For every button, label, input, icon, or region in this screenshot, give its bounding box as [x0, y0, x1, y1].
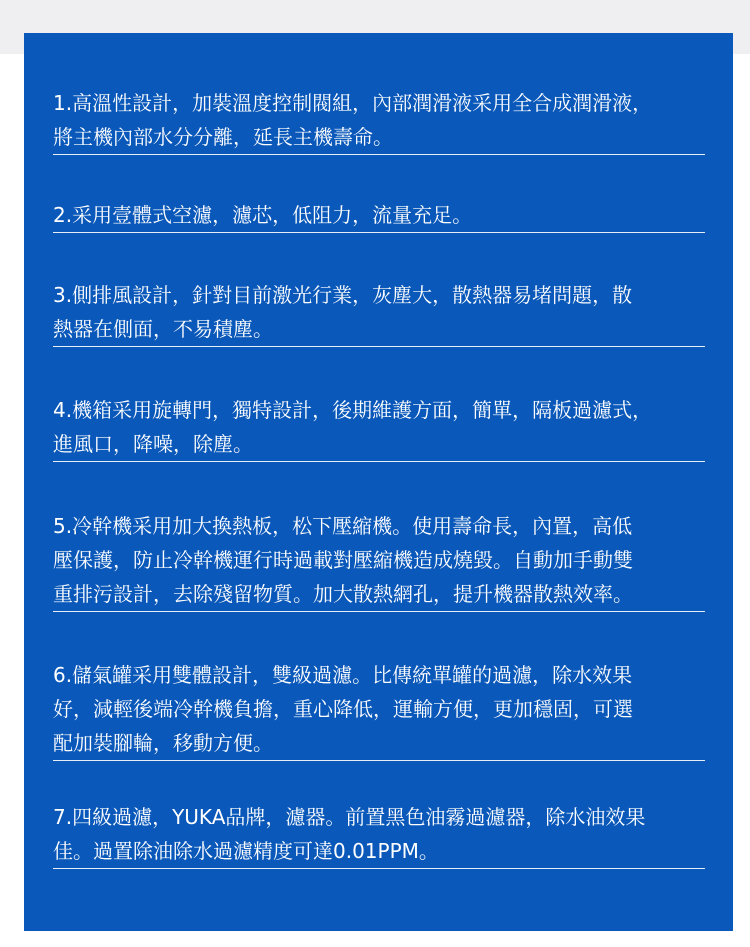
feature-line: 配加裝腳輪，移動方便。	[53, 731, 273, 755]
feature-item-2	[53, 198, 705, 233]
feature-item-5	[53, 509, 705, 612]
feature-line: 熱器在側面，不易積塵。	[53, 317, 273, 341]
feature-item-1	[53, 86, 705, 155]
feature-line: 7.四級過濾，YUKA品牌，濾器。前置黑色油霧過濾器，除水油效果	[53, 805, 646, 829]
feature-panel	[24, 33, 733, 931]
feature-line: 重排污設計，去除殘留物質。加大散熱網孔，提升機器散熱效率。	[53, 582, 633, 606]
feature-item-4	[53, 393, 705, 462]
feature-line: 好，減輕後端冷幹機負擔，重心降低，運輸方便，更加穩固，可選	[53, 697, 633, 721]
feature-line: 佳。過置除油除水過濾精度可達0.01PPM。	[53, 839, 439, 863]
feature-item-6	[53, 658, 705, 761]
feature-line: 進風口，降噪，除塵。	[53, 432, 253, 456]
feature-line: 壓保護，防止冷幹機運行時過載對壓縮機造成燒毀。自動加手動雙	[53, 548, 633, 572]
feature-line: 2.采用壹體式空濾，濾芯，低阻力，流量充足。	[53, 203, 473, 227]
feature-line: 5.冷幹機采用加大換熱板，松下壓縮機。使用壽命長，內置，高低	[53, 514, 633, 538]
feature-line: 4.機箱采用旋轉門，獨特設計，後期維護方面，簡單，隔板過濾式，	[53, 398, 653, 422]
feature-line: 6.儲氣罐采用雙體設計，雙級過濾。比傳統單罐的過濾，除水效果	[53, 663, 633, 687]
feature-line: 3.側排風設計，針對目前激光行業，灰塵大，散熱器易堵問題，散	[53, 283, 633, 307]
feature-line: 1.高溫性設計，加裝溫度控制閥組，內部潤滑液采用全合成潤滑液，	[53, 91, 653, 115]
feature-line: 將主機內部水分分離，延長主機壽命。	[53, 125, 393, 149]
feature-item-7	[53, 800, 705, 869]
feature-item-3	[53, 278, 705, 347]
